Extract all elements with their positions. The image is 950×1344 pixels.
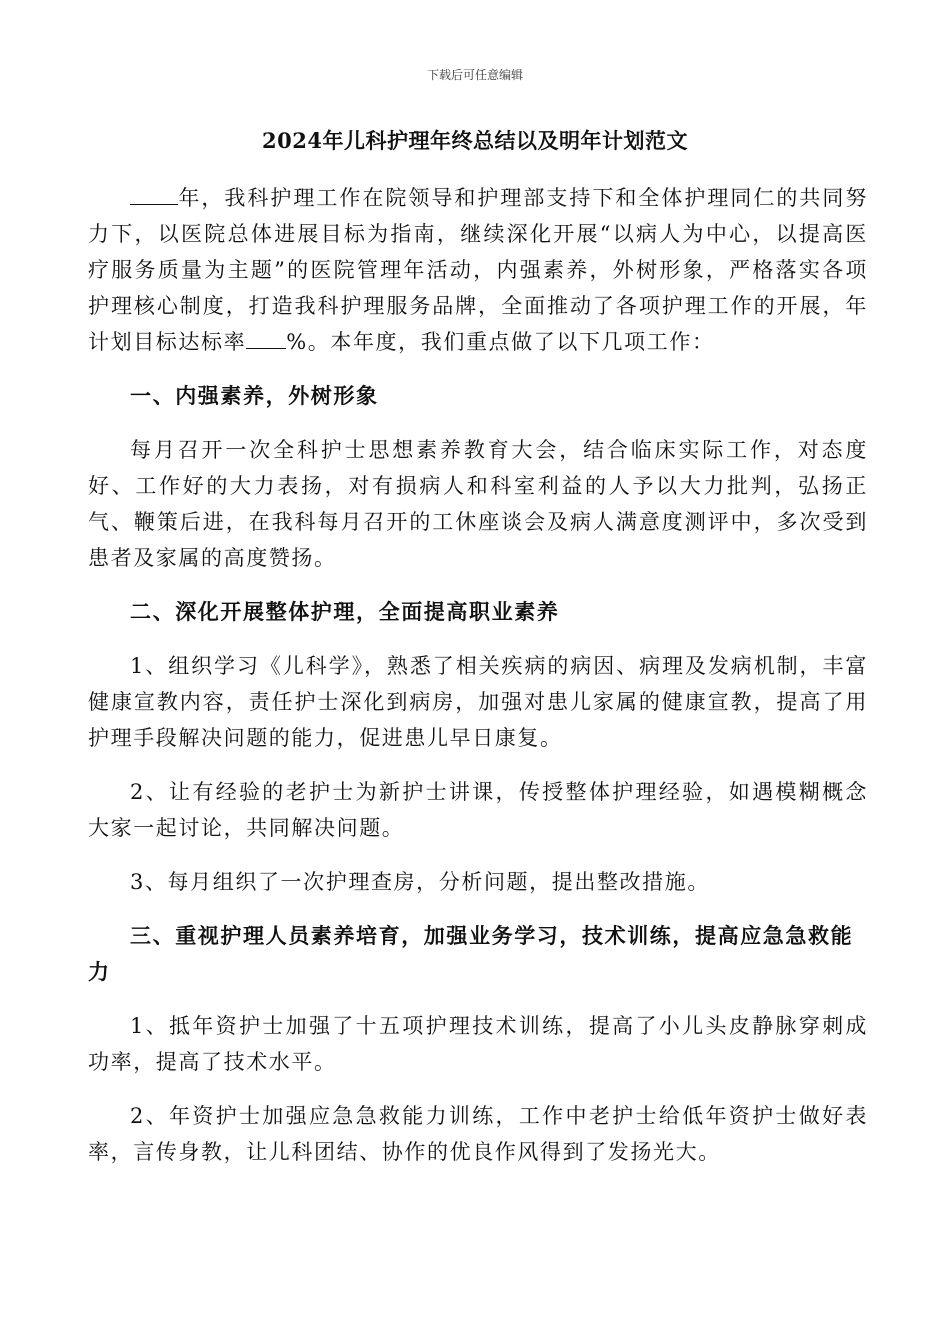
section-2-heading: 二、深化开展整体护理，全面提高职业素养 <box>130 599 560 624</box>
intro-text-2: %。本年度，我们重点做了以下几项工作： <box>286 330 715 354</box>
rate-blank <box>246 326 286 349</box>
section-1-paragraph: 每月召开一次全科护士思想素养教育大会，结合临床实际工作，对态度好、工作好的大力表扬，对有损病人和科室利益的人予以大力批判，弘扬正气、鞭策后进，在我科每月召开的工休座谈会及病人满意度测评中，多次受到患者及家属的高度赞扬。 <box>88 438 868 570</box>
section-3-item: 2、年资护士加强应急急救能力训练，工作中老护士给低年资护士做好表率，言传身教，让儿科团结、协作的优良作风得到了发扬光大。 <box>88 1104 868 1164</box>
document-title: 2024年儿科护理年终总结以及明年计划范文 <box>262 128 688 153</box>
section-2-item: 2、让有经验的老护士为新护士讲课，传授整体护理经验，如遇模糊概念大家一起讨论，共同解决问题。 <box>88 780 868 840</box>
section-3-heading: 三、重视护理人员素养培育，加强业务学习，技术训练，提高应急急救能力 <box>88 923 854 984</box>
section-2-item: 3、每月组织了一次护理查房，分析问题，提出整改措施。 <box>130 870 710 894</box>
intro-text-1: 年，我科护理工作在院领导和护理部支持下和全体护理同仁的共同努力下，以医院总体进展目标为指南，继续深化开展“以病人为中心，以提高医疗服务质量为主题”的医院管理年活动，内强素养，外树形象，严格落实各项护理核心制度，打造我科护理服务品牌，全面推动了各项护理工作的开展，年计划目标达标率 <box>88 186 868 354</box>
year-blank <box>130 182 178 205</box>
intro-paragraph <box>88 180 868 360</box>
section-1-heading: 一、内强素养，外树形象 <box>130 383 379 408</box>
document-body <box>88 180 868 1188</box>
section-2-item: 1、组织学习《儿科学》，熟悉了相关疾病的病因、病理及发病机制，丰富健康宣教内容，责任护士深化到病房，加强对患儿家属的健康宣教，提高了用护理手段解决问题的能力，促进患儿早日康复。 <box>88 654 868 750</box>
header-note: 下载后可任意编辑 <box>426 68 523 82</box>
section-3-item: 1、抵年资护士加强了十五项护理技术训练，提高了小儿头皮静脉穿刺成功率，提高了技术水平。 <box>88 1014 868 1074</box>
